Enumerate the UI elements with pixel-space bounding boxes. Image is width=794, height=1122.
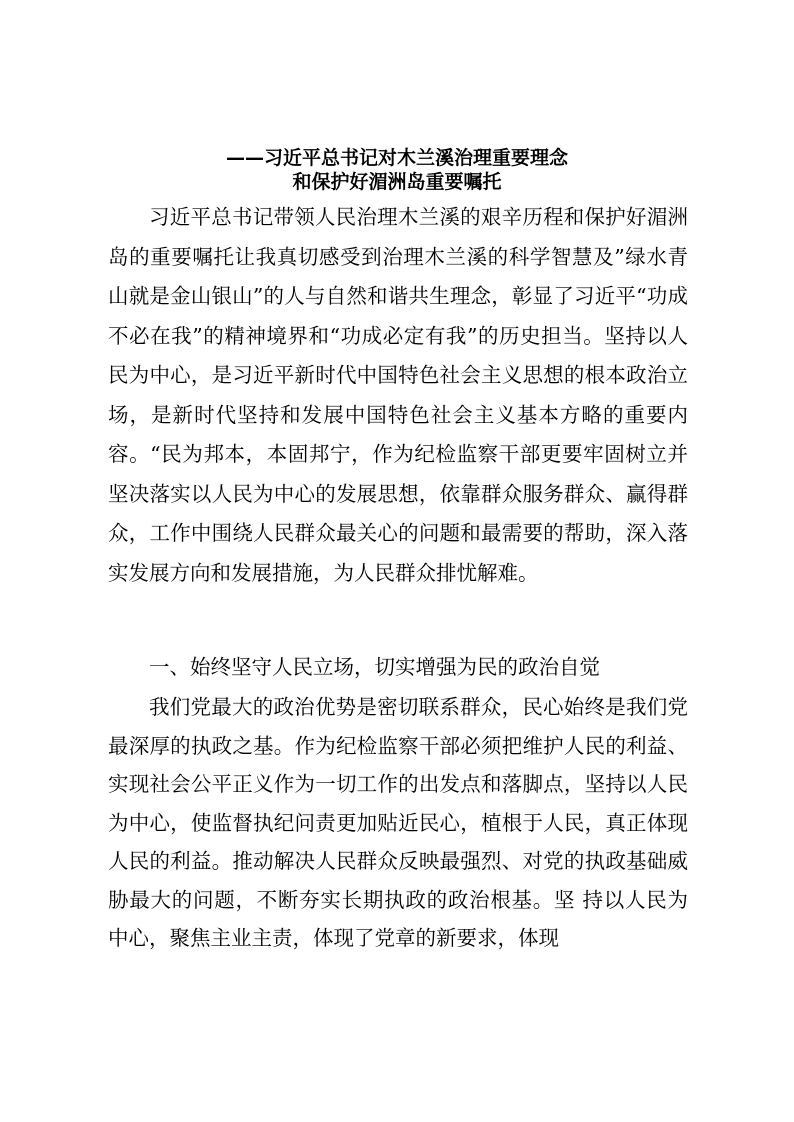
body-paragraph-2: 我们党最大的政治优势是密切联系群众，民心始终是我们党最深厚的执政之基。作为纪检监察干部必须把维护人民的利益、实现社会公平正义作为一切工作的出发点和落脚点，坚持以人民为中心，使监督执纪问责更加贴近民心，植根于人民，真正体现人民的利益。推动解决人民群众反映最强烈、对党的执政基础威胁最大的问题，不断夯实长期执政的政治根基。坚 持以人民为中心，聚焦主业主责，体现了党章的新要求，体现 [108,695,688,950]
document-title [0,146,794,194]
title-line-2: 和保护好湄洲岛重要嘱托 [292,171,502,193]
body-paragraph-1: 习近平总书记带领人民治理木兰溪的艰辛历程和保护好湄洲岛的重要嘱托让我真切感受到治理木兰溪的科学智慧及”绿水青山就是金山银山”的人与自然和谐共生理念，彰显了习近平“功成不必在我”的精神境界和“功成必定有我”的历史担当。坚持以人民为中心，是习近平新时代中国特色社会主义思想的根本政治立场，是新时代坚持和发展中国特色社会主义基本方略的重要内容。“民为邦本，本固邦宁，作为纪检监察干部更要牢固树立并坚决落实以人民为中心的发展思想，依靠群众服务群众、赢得群众，工作中围绕人民群众最关心的问题和最需要的帮助，深入落实发展方向和发展措施，为人民群众排忧解难。 [108,205,688,585]
title-line-1: ——习近平总书记对木兰溪治理重要理念 [225,147,568,169]
section-heading-1: 一、始终坚守人民立场，切实增强为民的政治自觉 [149,655,600,679]
